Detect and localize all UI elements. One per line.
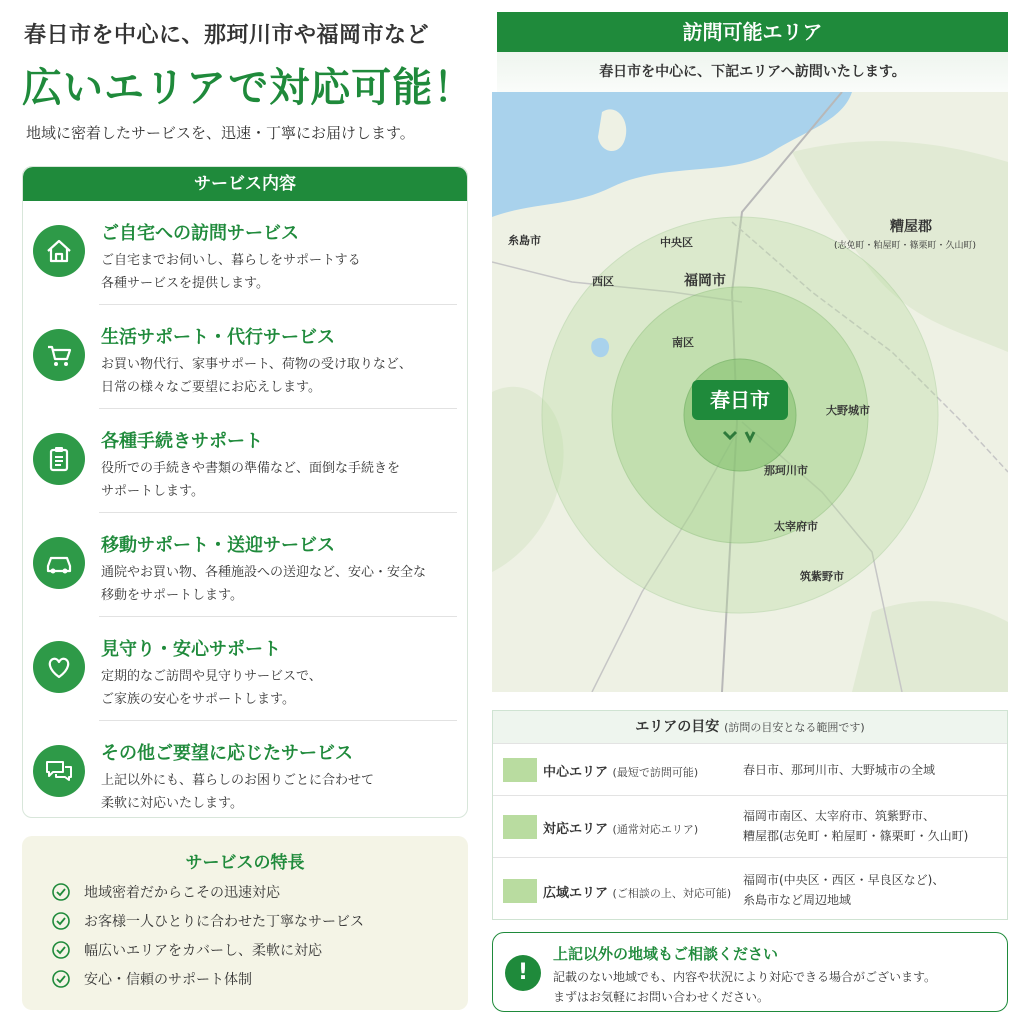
subheadline: 春日市を中心に、那珂川市や福岡市など <box>24 23 430 48</box>
consult-body: 記載のない地域でも、内容や状況により対応できる場合がございます。 まずはお気軽にお問い合わせください。 <box>553 970 937 1004</box>
legend-row-wide <box>493 857 1007 919</box>
divider <box>99 720 457 721</box>
consult-box <box>492 932 1008 1012</box>
car-icon <box>33 537 85 589</box>
map-label-nakagawa: 那珂川市 <box>764 464 808 477</box>
map-label-kasuya: 糟屋郡 <box>890 219 932 235</box>
legend-row-core <box>493 743 1007 795</box>
service-title: 見守り・安心サポート <box>101 639 281 660</box>
feature-item: 安心・信頼のサポート体制 <box>52 969 252 989</box>
services-card <box>22 166 468 818</box>
features-card <box>22 836 468 1010</box>
service-description: ご自宅までお伺いし、暮らしをサポートする 各種サービスを提供します。 <box>101 253 361 291</box>
map-label-fukuoka: 福岡市 <box>684 273 726 289</box>
area-subtitle: 春日市を中心に、下記エリアへ訪問いたします。 <box>497 52 1008 92</box>
map-label-onojo: 大野城市 <box>826 404 870 417</box>
divider <box>99 408 457 409</box>
legend-title: エリアの目安 (訪問の目安となる範囲です) <box>493 711 1007 743</box>
check-icon <box>52 970 70 988</box>
service-title: 生活サポート・代行サービス <box>101 327 335 348</box>
map-label-kasuya-detail: (志免町・粕屋町・篠栗町・久山町) <box>834 241 977 251</box>
map-label-itoshima: 糸島市 <box>508 234 541 247</box>
check-icon <box>52 883 70 901</box>
legend-value: 春日市、那珂川市、大野城市の全域 <box>743 763 936 777</box>
divider <box>99 616 457 617</box>
area-title: 訪問可能エリア <box>497 12 1008 52</box>
area-legend <box>492 710 1008 920</box>
map-label-minami: 南区 <box>672 336 694 349</box>
service-description: 上記以外にも、暮らしのお困りごとに合わせて 柔軟に対応いたします。 <box>101 773 375 811</box>
heart-icon <box>33 641 85 693</box>
headline: 広いエリアで対応可能！ <box>22 65 475 111</box>
services-title: サービス内容 <box>23 167 467 201</box>
service-title: 移動サポート・送迎サービス <box>101 535 335 556</box>
service-description: 通院やお買い物、各種施設への送迎など、安心・安全な 移動をサポートします。 <box>101 565 427 603</box>
service-item-life-support <box>33 311 457 413</box>
divider <box>99 512 457 513</box>
service-item-other <box>33 727 457 818</box>
service-title: その他ご要望に応じたサービス <box>101 743 353 764</box>
feature-item: 幅広いエリアをカバーし、柔軟に対応 <box>52 940 322 960</box>
legend-name: 対応エリア (通常対応エリア) <box>543 822 699 837</box>
service-item-procedures <box>33 415 457 517</box>
service-title: ご自宅への訪問サービス <box>101 223 299 244</box>
features-title: サービスの特長 <box>185 853 305 873</box>
house-icon <box>33 225 85 277</box>
legend-name: 中心エリア (最短で訪問可能) <box>543 765 699 780</box>
clipboard-icon <box>33 433 85 485</box>
service-description: お買い物代行、家事サポート、荷物の受け取りなど、 日常の様々なご要望にお応えします。 <box>101 357 412 395</box>
center-city-badge: 春日市 <box>692 380 788 420</box>
map-label-nishi: 西区 <box>592 275 614 288</box>
consult-title: 上記以外の地域もご相談ください <box>553 945 779 963</box>
check-icon <box>52 941 70 959</box>
legend-value: 福岡市南区、太宰府市、筑紫野市、 糟屋郡(志免町・粕屋町・篠栗町・久山町) <box>743 809 969 843</box>
legend-name: 広域エリア (ご相談の上、対応可能) <box>543 886 732 901</box>
legend-swatch <box>503 879 537 903</box>
map-label-chuo: 中央区 <box>660 236 693 249</box>
check-icon <box>52 912 70 930</box>
cart-icon <box>33 329 85 381</box>
service-item-transport <box>33 519 457 621</box>
lead-text: 地域に密着したサービスを、迅速・丁寧にお届けします。 <box>26 124 415 142</box>
feature-item: 地域密着だからこその迅速対応 <box>52 882 280 902</box>
service-title: 各種手続きサポート <box>101 431 263 452</box>
map-label-chikushino: 筑紫野市 <box>800 570 844 583</box>
legend-value: 福岡市(中央区・西区・早良区など)、 糸島市など周辺地域 <box>743 873 945 907</box>
legend-row-standard <box>493 795 1007 857</box>
map-label-dazaifu: 太宰府市 <box>774 520 818 533</box>
service-description: 役所での手続きや書類の準備など、面倒な手続きを サポートします。 <box>101 461 401 499</box>
service-item-watch <box>33 623 457 725</box>
service-description: 定期的なご訪問や見守りサービスで、 ご家族の安心をサポートします。 <box>101 669 322 707</box>
legend-swatch <box>503 815 537 839</box>
service-area-map <box>492 92 1008 692</box>
divider <box>99 304 457 305</box>
legend-swatch <box>503 758 537 782</box>
service-item-home-visit <box>33 207 457 309</box>
feature-item: お客様一人ひとりに合わせた丁寧なサービス <box>52 911 364 931</box>
exclamation-icon: ! <box>505 955 541 991</box>
chat-bubbles-icon <box>33 745 85 797</box>
